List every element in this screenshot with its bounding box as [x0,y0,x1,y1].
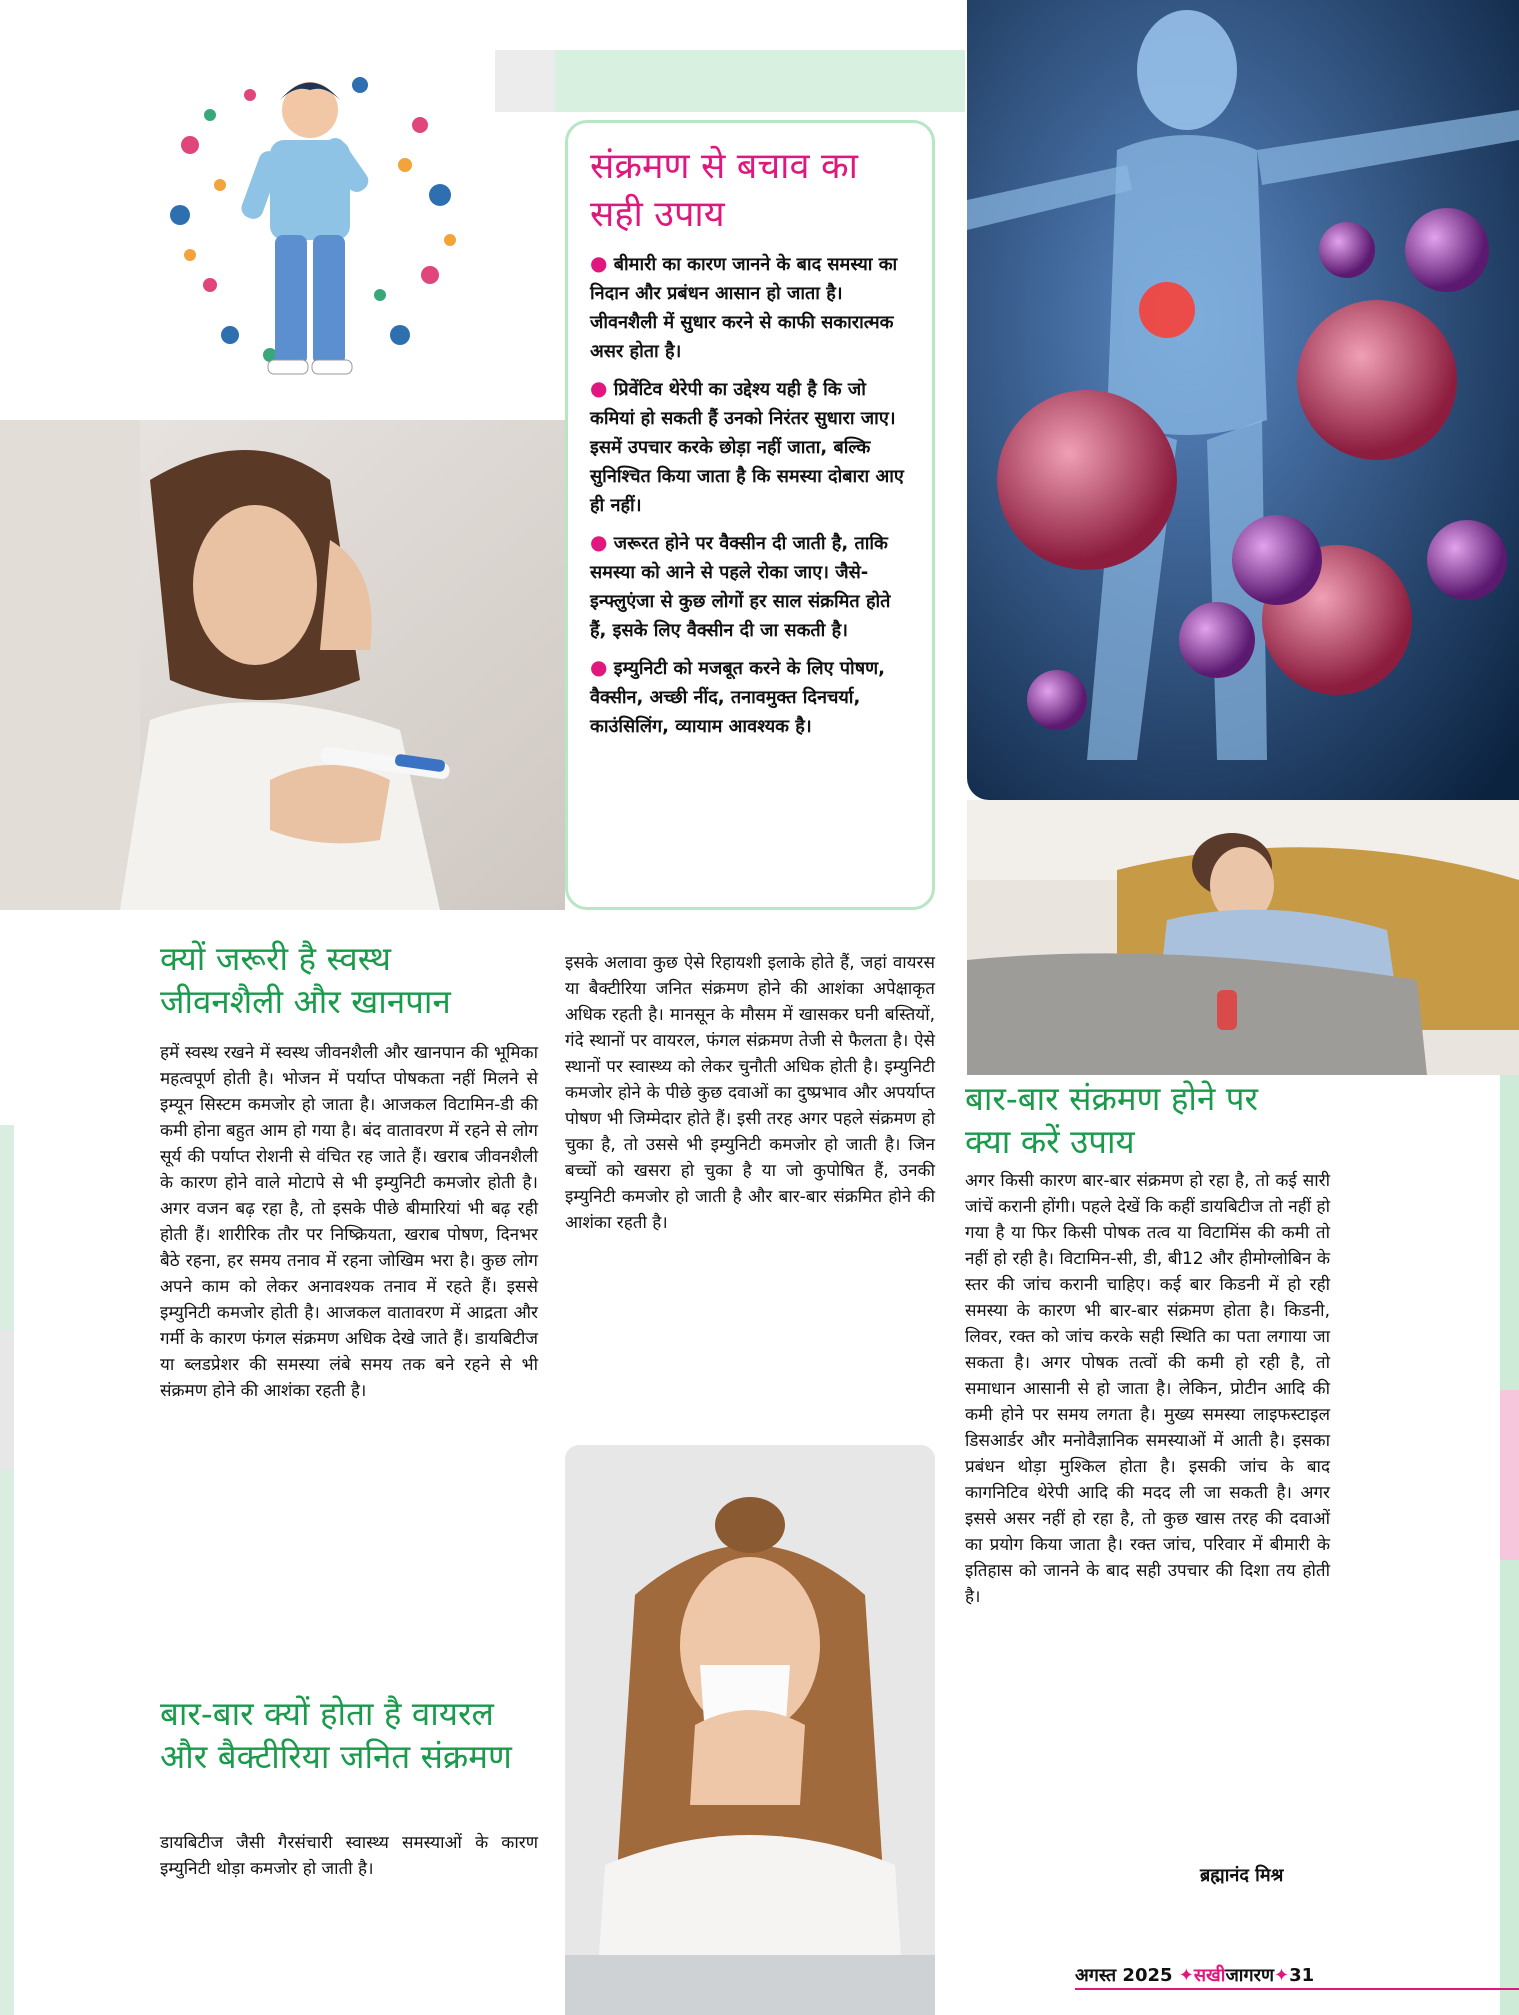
woman-sick-couch-photo [967,800,1519,1075]
top-stripe-mint [555,50,965,112]
bullet-icon: ● [590,376,608,400]
section1-body: हमें स्वस्थ रखने में स्वस्थ जीवनशैली और खानपान की भूमिका महत्वपूर्ण होती है। भोजन में पर्याप्त पोषकता नहीं मिलने से इम्यून सिस्टम कमजोर हो जाता है। आजकल विटामिन-डी की कमी होना बहुत आम हो गया है। बंद वातावरण में रहने से लोग सूर्य की पर्याप्त रोशनी से वंचित रह जाते हैं। खराब जीवनशैली के कारण होने वाले मोटापे से भी इम्युनिटी कमजोर होती है। अगर वजन बढ़ रहा है, तो इसके पीछे बीमारियां भी बढ़ रही होती हैं। शारीरिक तौर पर निष्क्रियता, खराब पोषण, दिनभर बैठे रहना, हर समय तनाव में रहना जोखिम भरा है। कुछ लोग अपने काम को लेकर अनावश्यक तनाव में रहते हैं। इससे इम्युनिटी कमजोर होती है। आजकल वातावरण में आद्रता और गर्मी के कारण फंगल संक्रमण अधिक देखे जाते हैं। डायबिटीज या ब्लडप्रेशर की समस्या लंबे समय तक बने रहने से भी संक्रमण होने की आशंका रहती है। [160,1043,538,1401]
right-edge-stripe-pink [1500,1390,1519,1560]
infobox-item: ● जरूरत होने पर वैक्सीन दी जाती है, ताकि समस्या को आने से पहले रोका जाए। जैसे- इन्फ्लुएंजा से कुछ लोगों हर साल संक्रमित होते हैं, इसके लिए वैक्सीन दी जा सकती है। [590,530,891,641]
infobox-item: ● इम्युनिटी को मजबूत करने के लिए पोषण, वैक्सीन, अच्छी नींद, तनावमुक्त दिनचर्या, काउंसिलिंग, व्यायाम आवश्यक है। [590,655,885,737]
footer-brand-jagran: जागरण [1225,1965,1274,1986]
page-footer [1075,1963,1314,1987]
section3-heading: बार-बार संक्रमण होने पर क्या करें उपाय [965,1079,1259,1161]
infobox-title: संक्रमण से बचाव का सही उपाय [590,146,858,235]
author-name: ब्रह्मानंद मिश्र [1200,1865,1284,1886]
woman-worried-photo [0,420,565,910]
left-edge-stripe [0,1125,14,2015]
footer-brand-sakhi: सखी [1193,1965,1226,1986]
bullet-icon: ● [590,530,608,554]
section2-heading: बार-बार क्यों होता है वायरल और बैक्टीरिया जनित संक्रमण [160,1694,512,1776]
woman-sneezing-photo [565,1445,935,2015]
left-edge-stripe-gray [0,1330,14,1470]
germs-illustration [150,55,470,405]
middle-column-body: इसके अलावा कुछ ऐसे रिहायशी इलाके होते हैं, जहां वायरस या बैक्टीरिया जनित संक्रमण होने की आशंका अपेक्षाकृत अधिक रहती है। मानसून के मौसम में खासकर घनी बस्तियों, गंदे स्थानों पर वायरल, फंगल संक्रमण तेजी से फैलता है। ऐसे स्थानों पर स्वास्थ्य को लेकर चुनौती अधिक होती है। इम्युनिटी कमजोर होने के पीछे कुछ दवाओं का दुष्प्रभाव और अपर्याप्त पोषण भी जिम्मेदार होते हैं। इसी तरह अगर पहले संक्रमण हो चुका है, तो उससे भी इम्युनिटी कमजोर हो जाती है। जिन बच्चों को खसरा हो चुका है या जो कुपोषित हैं, उनकी इम्युनिटी कमजोर हो जाती है और बार-बार संक्रमित होने की आशंका रहती है। [565,953,935,1233]
bullet-icon: ● [590,251,608,275]
section3-body: अगर किसी कारण बार-बार संक्रमण हो रहा है, तो कई सारी जांचें करानी होंगी। पहले देखें कि कहीं डायबिटीज तो नहीं हो गया है या फिर किसी पोषक तत्व या विटामिंस की कमी तो नहीं हो रही है। विटामिन-सी, डी, बी12 और हीमोग्लोबिन के स्तर की जांच करानी चाहिए। कई बार किडनी में हो रही समस्या के कारण भी बार-बार संक्रमण होता है। किडनी, लिवर, रक्त को जांच करके सही स्थिति का पता लगाया जा सकता है। अगर पोषक तत्वों की कमी हो रही है, तो समाधान आसानी से हो जाता है। लेकिन, प्रोटीन आदि की कमी होने पर समय लगता है। मुख्य समस्या लाइफस्टाइल डिसआर्डर और मनोवैज्ञानिक समस्याओं में आती है। इसका प्रबंधन थोड़ा मुश्किल होता है। इसकी जांच के बाद कागनिटिव थेरेपी आदि की मदद ली जा सकती है। अगर इससे असर नहीं हो रहा है, तो कुछ खास तरह की दवाओं का प्रयोग किया जाता है। रक्त जांच, परिवार में बीमारी के इतिहास को जानने के बाद सही उपचार की दिशा तय होती है। [965,1171,1330,1607]
prevention-infobox [565,120,935,910]
infobox-item: ● प्रिवेंटिव थेरेपी का उद्देश्य यही है कि जो कमियां हो सकती हैं उनको निरंतर सुधारा जाए। इसमें उपचार करके छोड़ा नहीं जाता, बल्कि सुनिश्चित किया जाता है कि समस्या दोबारा आए ही नहीं। [590,376,904,516]
section2-body: डायबिटीज जैसी गैरसंचारी स्वास्थ्य समस्याओं के कारण इम्युनिटी थोड़ा कमजोर हो जाती है। [160,1833,538,1879]
page-number: 31 [1289,1965,1315,1986]
footer-date: अगस्त 2025 [1075,1965,1173,1986]
top-stripe-gray [495,50,555,112]
section1-heading: क्यों जरूरी है स्वस्थ जीवनशैली और खानपान [160,939,451,1021]
star-icon: ✦ [1273,1965,1290,1986]
footer-rule [1075,1988,1519,1990]
infobox-item: ● बीमारी का कारण जानने के बाद समस्या का निदान और प्रबंधन आसान हो जाता है। जीवनशैली में सुधार करने से काफी सकारात्मक असर होता है। [590,251,898,362]
virus-body-illustration [967,0,1519,800]
star-icon: ✦ [1178,1965,1194,1986]
bullet-icon: ● [590,655,608,679]
